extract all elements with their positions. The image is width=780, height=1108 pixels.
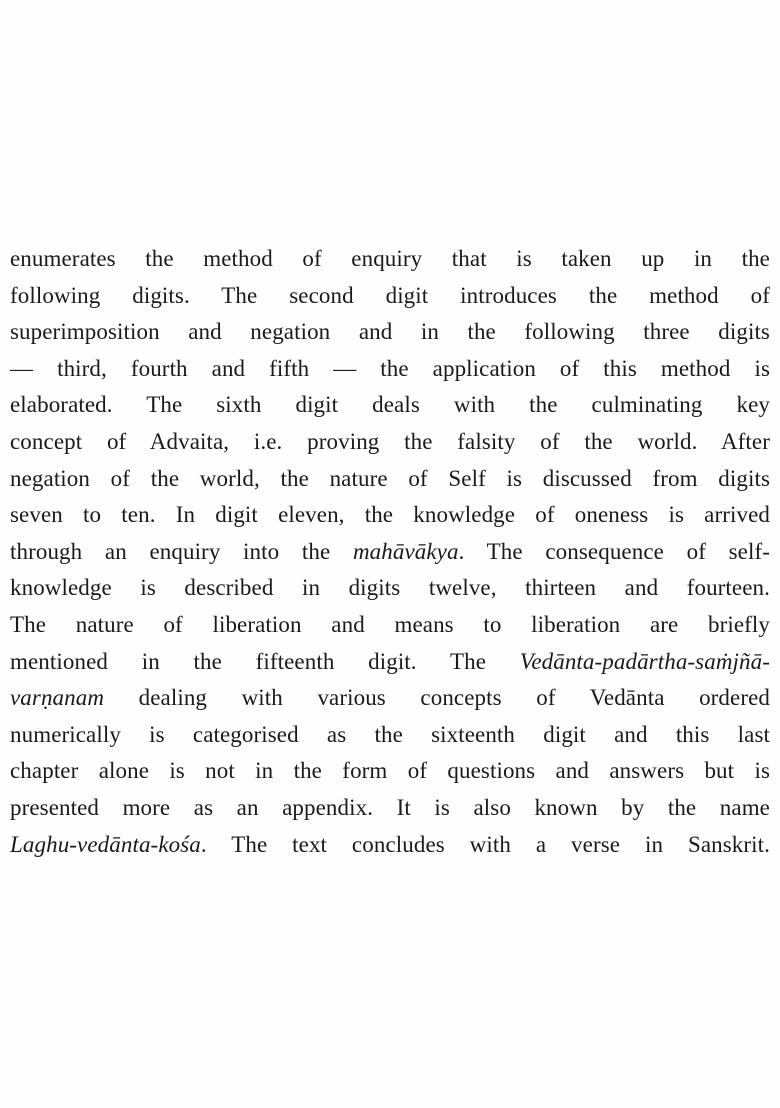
text-line xyxy=(10,461,770,498)
text-run: The nature of liberation and means to liberation are briefly xyxy=(10,611,770,637)
text-run: following digits. The second digit introduces the method of xyxy=(10,282,770,308)
text-line xyxy=(10,351,770,388)
text-line xyxy=(10,534,770,571)
text-run: seven to ten. In digit eleven, the knowledge of oneness is arrived xyxy=(10,502,770,528)
text-line xyxy=(10,570,770,607)
text-run: knowledge is described in digits twelve, thirteen and fourteen. xyxy=(10,575,770,601)
text-line xyxy=(10,497,770,534)
text-line xyxy=(10,424,770,461)
italic-term: varṇanam xyxy=(10,685,105,711)
text-line xyxy=(10,644,770,681)
body-paragraph xyxy=(10,241,770,863)
text-line xyxy=(10,753,770,790)
text-line xyxy=(10,607,770,644)
text-line xyxy=(10,717,770,754)
text-line xyxy=(10,314,770,351)
text-run: enumerates the method of enquiry that is taken up in the xyxy=(10,246,770,271)
text-run: numerically is categorised as the sixteenth digit and this last xyxy=(10,721,770,747)
text-line xyxy=(10,387,770,424)
italic-term: Laghu-vedānta-kośa xyxy=(10,831,201,857)
text-line xyxy=(10,680,770,717)
text-run: concept of Advaita, i.e. proving the falsity of the world. After xyxy=(10,428,770,454)
text-run: . The consequence of self- xyxy=(458,538,770,564)
text-line xyxy=(10,827,770,864)
text-run: chapter alone is not in the form of questions and answers but is xyxy=(10,758,770,784)
text-run: through an enquiry into the xyxy=(10,538,353,564)
italic-term: mahāvākya xyxy=(352,538,459,564)
text-run: negation of the world, the nature of Self is discussed from digits xyxy=(10,465,770,491)
text-run: mentioned in the fifteenth digit. The xyxy=(10,648,520,674)
text-run: — third, fourth and fifth — the application of this method is xyxy=(10,355,770,381)
text-line xyxy=(10,790,770,827)
text-run: elaborated. The sixth digit deals with the culminating key xyxy=(10,392,770,418)
text-run: dealing with various concepts of Vedānta ordered xyxy=(104,685,770,711)
text-run: presented more as an appendix. It is also known by the name xyxy=(10,794,770,820)
text-run: . The text concludes with a verse in Sanskrit. xyxy=(200,831,770,857)
text-line xyxy=(10,278,770,315)
text-run: superimposition and negation and in the following three digits xyxy=(10,319,770,345)
italic-term: Vedānta-padārtha-saṁjñā- xyxy=(519,648,770,674)
text-line xyxy=(10,241,770,278)
